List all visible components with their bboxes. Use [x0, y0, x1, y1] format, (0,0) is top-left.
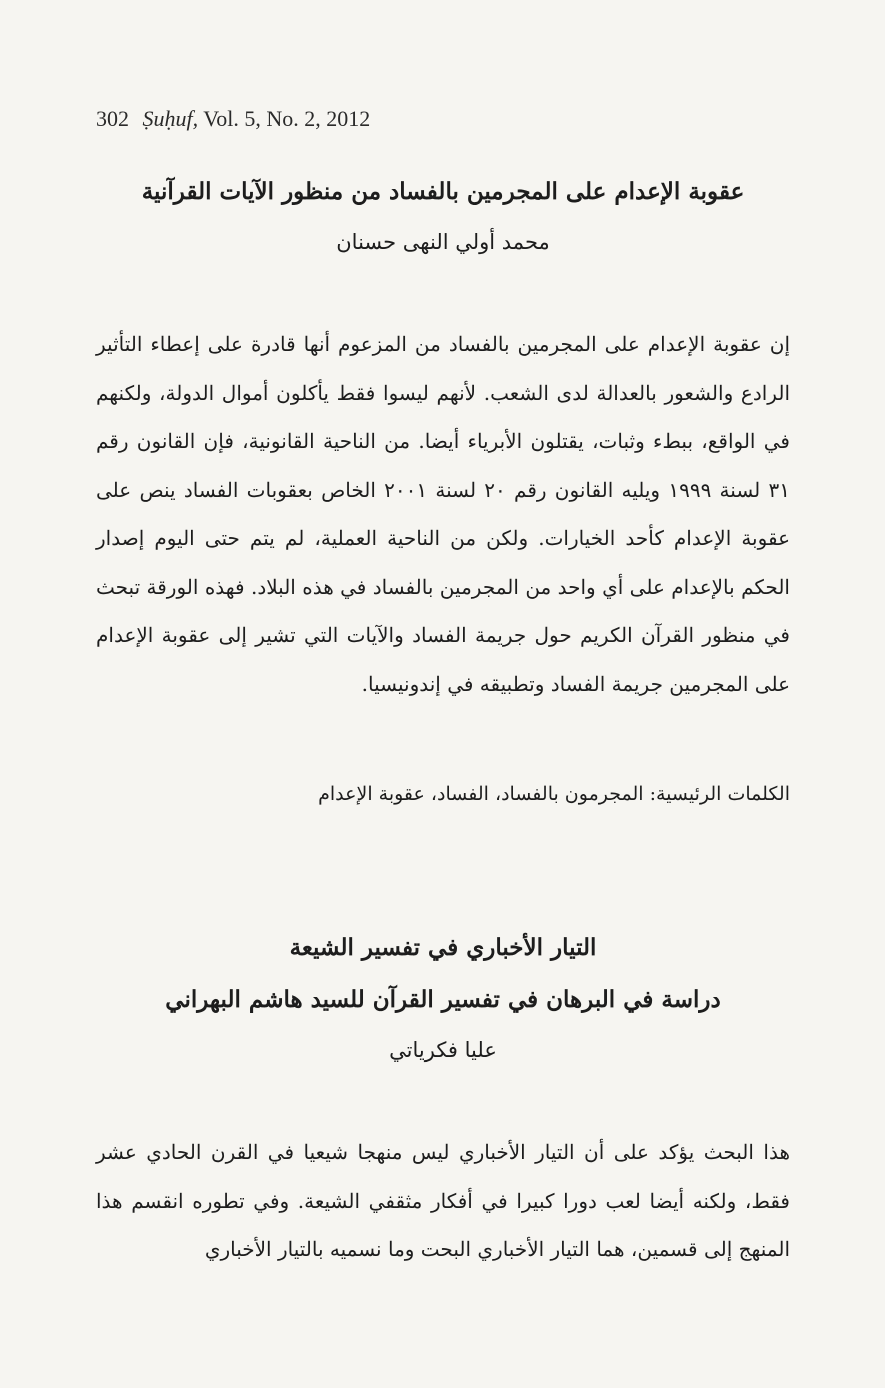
- article1-abstract: إن عقوبة الإعدام على المجرمين بالفساد من المزعوم أنها قادرة على إعطاء التأثير الرادع والشعور بالعدالة لدى الشعب. لأنهم ليسوا فقط يأكلون أموال الدولة، ولكنهم في الواقع، ببطء وثبات، يقتلون الأبرياء أيضا. من الناحية القانونية، فإن القانون رقم ٣١ لسنة ١٩٩٩ ويليه القانون رقم ٢٠ لسنة ٢٠٠١ الخاص بعقوبات الفساد ينص على عقوبة الإعدام كأحد الخيارات. ولكن من الناحية العملية، لم يتم حتى اليوم إصدار الحكم بالإعدام على أي واحد من المجرمين بالفساد في هذه البلاد. فهذه الورقة تبحث في منظور القرآن الكريم حول جريمة الفساد والآيات التي تشير إلى عقوبة الإعدام على المجرمين جريمة الفساد وتطبيقه في إندونيسيا.: [96, 332, 790, 696]
- article1-title: عقوبة الإعدام على المجرمين بالفساد من منظور الآيات القرآنية: [141, 178, 745, 205]
- article2-title-line2: دراسة في البرهان في تفسير القرآن للسيد هاشم البهراني: [165, 986, 721, 1013]
- article2-author: عليا فكرياتي: [389, 1038, 497, 1062]
- article1-author: محمد أولي النهى حسنان: [336, 230, 550, 254]
- journal-name: Ṣuḥuf,: [142, 106, 199, 131]
- page-number: 302: [96, 106, 129, 131]
- article2-title-line1: التيار الأخباري في تفسير الشيعة: [289, 934, 597, 961]
- article1-keywords: الكلمات الرئيسية: المجرمون بالفساد، الفساد، عقوبة الإعدام: [318, 783, 790, 805]
- running-header: [96, 106, 370, 132]
- article2-abstract: هذا البحث يؤكد على أن التيار الأخباري ليس منهجا شيعيا في القرن الحادي عشر فقط، ولكنه أيضا لعب دورا كبيرا في أفكار مثقفي الشيعة. وفي تطوره انقسم هذا المنهج إلى قسمين، هما التيار الأخباري البحت وما نسميه بالتيار الأخباري: [96, 1140, 790, 1261]
- journal-issue: Vol. 5, No. 2, 2012: [203, 106, 371, 131]
